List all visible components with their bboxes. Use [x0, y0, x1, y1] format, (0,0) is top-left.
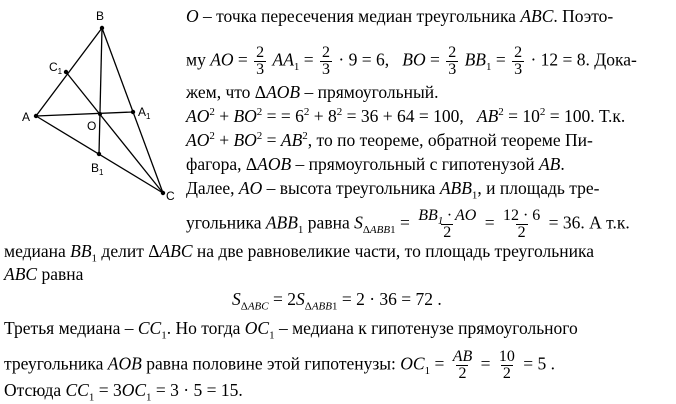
text-line-7: Далее, AO – высота треугольника $ABB_1$, и площадь тре- — [186, 178, 600, 202]
median-bb1 — [99, 28, 102, 154]
fraction-2-3: $\frac{2}{3}$ — [256, 44, 265, 78]
point-c — [161, 191, 165, 195]
point-b — [100, 26, 104, 30]
label-b1: $B_1$ — [91, 161, 104, 177]
text-line-1: O – точка пересечения медиан треугольника ABC. Поэто- — [186, 6, 614, 26]
point-b1 — [97, 152, 101, 156]
median-cc1 — [66, 72, 163, 193]
label-a1: $A_1$ — [138, 105, 151, 121]
text-line-6: фагора, ΔAOB – прямоугольный с гипотенузой AB. — [186, 154, 565, 174]
label-a: A — [22, 110, 31, 124]
fraction-2-3: $\frac{2}{3}$ — [448, 44, 457, 78]
text-line-12: Третья медиана – $CC_1$. Но тогда $OC_1$ – медиана к гипотенузе прямоугольного — [4, 318, 578, 342]
point-c1 — [64, 70, 68, 74]
text-line-10: ABC равна — [4, 264, 84, 284]
fraction-ab-2: $\frac{AB}{2}$ — [452, 348, 473, 382]
fraction-10-2: $\frac{10}{2}$ — [498, 348, 515, 382]
text-line-11: $S_{\Delta ABC} = 2S_{\Delta ABB1} = 2 \cdot 36 = 72$ . — [232, 289, 442, 313]
text-line-2: му AO = $\frac{2}{3}$ $AA_1$ = $\frac{2}{3}$ · 9 = 6, BO = $\frac{2}{3}$ $BB_1$ = $\frac{2}{3}$ · 12 = 8. Дока- — [186, 44, 637, 78]
median-aa1 — [36, 112, 133, 116]
text-line-13: треугольника AOB равна половине этой гипотенузы: $OC_1$ = $\frac{AB}{2}$ = $\frac{10}{2}$ = 5 . — [4, 348, 555, 382]
text-line-14: Отсюда $CC_1 = 3OC_1 = 3 \cdot 5 = 15$. — [4, 380, 243, 404]
fraction-2-3: $\frac{2}{3}$ — [322, 44, 331, 78]
label-o: O — [87, 119, 97, 133]
fraction-12x6: $\frac{12 \cdot 6}{2}$ — [502, 207, 541, 241]
text-line-3: жем, что ΔAOB – прямоугольный. — [186, 82, 439, 102]
label-b: B — [96, 9, 105, 23]
text-line-8: угольника $ABB_1$ равна $S_{\Delta ABB1}$ = $\frac{BB_1 \cdot AO}{2}$ = $\frac{12 \cdot 6}{2}$ = 36. А т.к. — [186, 207, 630, 241]
text-line-4: $AO^2 + BO^2$ = = $6^2 + 8^2 = 36 + 64 = 100$, $AB^2 = 10^2 = 100$. Т.к. — [186, 106, 626, 126]
fraction-bb1-ao: $\frac{BB_1 \cdot AO}{2}$ — [418, 207, 477, 241]
text-line-9: медиана $BB_1$ делит ΔABC на две равновеликие части, то площадь треугольника — [4, 241, 594, 265]
text-line-5: $AO^2 + BO^2 = AB^2$, то по теореме, обратной теореме Пи- — [186, 130, 593, 150]
triangle-figure — [0, 0, 180, 215]
point-a1 — [131, 110, 135, 114]
side-ab — [36, 28, 102, 116]
point-o — [98, 112, 102, 116]
fraction-2-3: $\frac{2}{3}$ — [514, 44, 523, 78]
label-c: C — [166, 189, 175, 203]
label-c1: $C_1$ — [49, 60, 63, 76]
point-a — [34, 114, 38, 118]
